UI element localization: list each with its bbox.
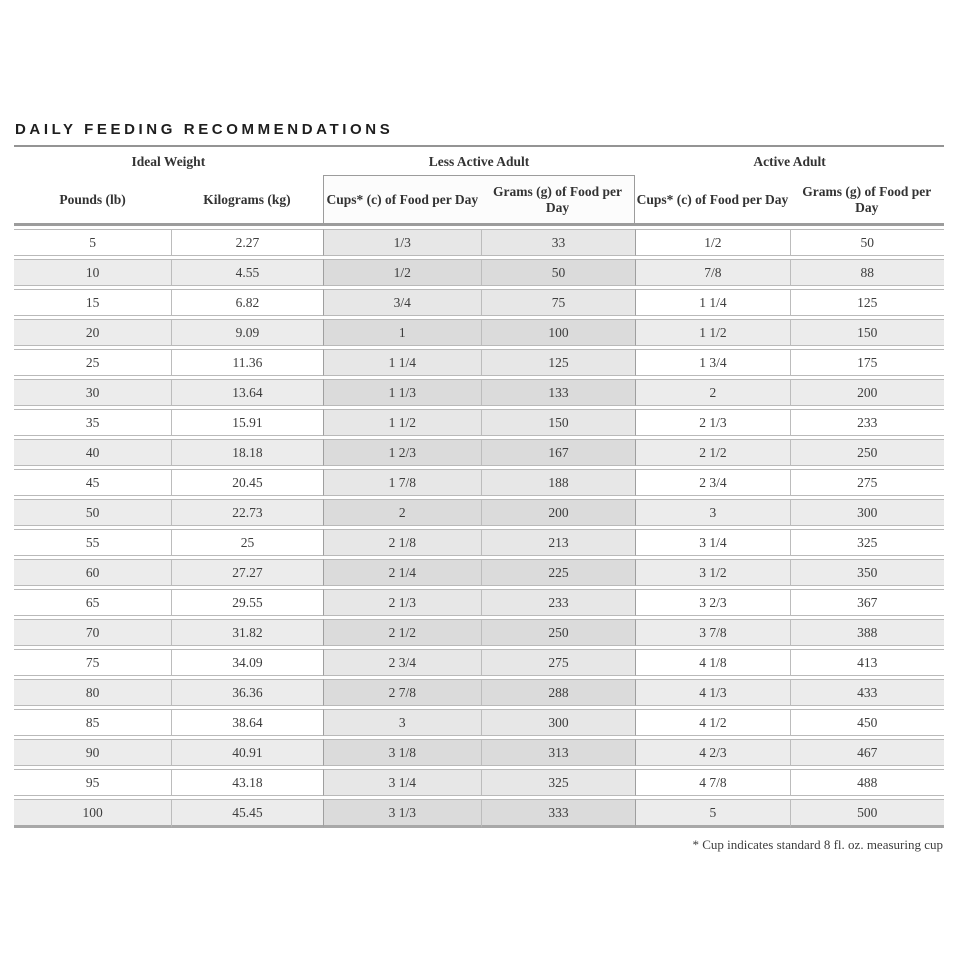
table-cell: 233 (790, 409, 944, 436)
table-cell: 20.45 (171, 469, 323, 496)
table-cell: 2 3/4 (323, 649, 481, 676)
table-row (14, 679, 944, 706)
table-cell: 1 3/4 (635, 349, 789, 376)
table-cell: 15 (14, 289, 171, 316)
table-cell: 40 (14, 439, 171, 466)
table-cell: 5 (14, 229, 171, 256)
table-row (14, 259, 944, 286)
table-cell: 213 (481, 529, 635, 556)
table-cell: 15.91 (171, 409, 323, 436)
table-cell: 11.36 (171, 349, 323, 376)
table-cell: 7/8 (635, 259, 789, 286)
table-cell: 200 (790, 379, 944, 406)
table-cell: 22.73 (171, 499, 323, 526)
column-header-kilograms: Kilograms (kg) (171, 175, 323, 226)
table-cell: 65 (14, 589, 171, 616)
table-cell: 6.82 (171, 289, 323, 316)
table-cell: 10 (14, 259, 171, 286)
table-cell: 1 1/3 (323, 379, 481, 406)
table-cell: 3 1/4 (323, 769, 481, 796)
table-row (14, 349, 944, 376)
table-cell: 233 (481, 589, 635, 616)
table-cell: 30 (14, 379, 171, 406)
table-row (14, 799, 944, 828)
table-body (14, 229, 944, 828)
table-cell: 29.55 (171, 589, 323, 616)
table-cell: 75 (481, 289, 635, 316)
table-cell: 35 (14, 409, 171, 436)
table-cell: 1 7/8 (323, 469, 481, 496)
table-cell: 250 (790, 439, 944, 466)
table-cell: 4 1/8 (635, 649, 789, 676)
table-cell: 133 (481, 379, 635, 406)
table-row (14, 589, 944, 616)
table-cell: 1 1/2 (635, 319, 789, 346)
table-cell: 38.64 (171, 709, 323, 736)
table-cell: 288 (481, 679, 635, 706)
group-header-row (14, 151, 944, 172)
table-cell: 4.55 (171, 259, 323, 286)
table-cell: 3 (635, 499, 789, 526)
table-cell: 2 1/3 (635, 409, 789, 436)
table-cell: 2 1/2 (635, 439, 789, 466)
table-cell: 75 (14, 649, 171, 676)
table-row (14, 289, 944, 316)
table-cell: 275 (481, 649, 635, 676)
table-cell: 188 (481, 469, 635, 496)
table-cell: 1 (323, 319, 481, 346)
table-cell: 325 (481, 769, 635, 796)
cup-footnote: * Cup indicates standard 8 fl. oz. measuring cup (692, 837, 943, 852)
table-cell: 225 (481, 559, 635, 586)
table-cell: 433 (790, 679, 944, 706)
table-row (14, 439, 944, 466)
table-cell: 1 2/3 (323, 439, 481, 466)
table-cell: 3/4 (323, 289, 481, 316)
page-title: DAILY FEEDING RECOMMENDATIONS (15, 121, 394, 138)
table-cell: 95 (14, 769, 171, 796)
table-row (14, 319, 944, 346)
table-cell: 3 1/8 (323, 739, 481, 766)
table-cell: 25 (171, 529, 323, 556)
table-cell: 90 (14, 739, 171, 766)
column-header-less-active-cups: Cups* (c) of Food per Day (323, 175, 481, 226)
table-cell: 13.64 (171, 379, 323, 406)
table-cell: 2 1/8 (323, 529, 481, 556)
table-cell: 55 (14, 529, 171, 556)
column-header-less-active-grams: Grams (g) of Food per Day (481, 175, 635, 226)
table-row (14, 379, 944, 406)
table-cell: 50 (14, 499, 171, 526)
table-cell: 1 1/4 (635, 289, 789, 316)
table-row (14, 529, 944, 556)
table-cell: 1/2 (635, 229, 789, 256)
table-cell: 40.91 (171, 739, 323, 766)
column-header-active-cups: Cups* (c) of Food per Day (635, 175, 789, 226)
table-cell: 467 (790, 739, 944, 766)
table-cell: 36.36 (171, 679, 323, 706)
feeding-table (14, 148, 944, 831)
table-row (14, 409, 944, 436)
column-header-active-grams: Grams (g) of Food per Day (790, 175, 944, 226)
table-cell: 2 (635, 379, 789, 406)
table-cell: 367 (790, 589, 944, 616)
table-row (14, 769, 944, 796)
table-cell: 300 (481, 709, 635, 736)
table-cell: 175 (790, 349, 944, 376)
title-divider (14, 145, 944, 147)
table-cell: 2 1/3 (323, 589, 481, 616)
group-active-adult: Active Adult (753, 154, 826, 169)
table-cell: 5 (635, 799, 789, 828)
table-cell: 500 (790, 799, 944, 828)
table-cell: 300 (790, 499, 944, 526)
table-cell: 43.18 (171, 769, 323, 796)
table-cell: 18.18 (171, 439, 323, 466)
table-cell: 50 (790, 229, 944, 256)
column-header-row (14, 175, 944, 226)
table-cell: 200 (481, 499, 635, 526)
table-row (14, 559, 944, 586)
table-cell: 1/2 (323, 259, 481, 286)
table-cell: 2 (323, 499, 481, 526)
group-less-active-adult: Less Active Adult (428, 154, 530, 169)
table-cell: 31.82 (171, 619, 323, 646)
table-cell: 4 7/8 (635, 769, 789, 796)
table-cell: 85 (14, 709, 171, 736)
table-cell: 3 2/3 (635, 589, 789, 616)
table-cell: 488 (790, 769, 944, 796)
table-cell: 350 (790, 559, 944, 586)
table-cell: 45.45 (171, 799, 323, 828)
table-cell: 1/3 (323, 229, 481, 256)
table-row (14, 469, 944, 496)
table-cell: 388 (790, 619, 944, 646)
table-cell: 1 1/2 (323, 409, 481, 436)
table-cell: 3 1/2 (635, 559, 789, 586)
table-cell: 2 7/8 (323, 679, 481, 706)
table-cell: 20 (14, 319, 171, 346)
table-cell: 167 (481, 439, 635, 466)
table-cell: 34.09 (171, 649, 323, 676)
table-row (14, 649, 944, 676)
table-cell: 50 (481, 259, 635, 286)
table-row (14, 499, 944, 526)
table-cell: 325 (790, 529, 944, 556)
table-cell: 3 1/3 (323, 799, 481, 828)
table-cell: 9.09 (171, 319, 323, 346)
table-cell: 4 1/3 (635, 679, 789, 706)
table-cell: 275 (790, 469, 944, 496)
table-cell: 2 3/4 (635, 469, 789, 496)
table-cell: 125 (481, 349, 635, 376)
table-cell: 150 (481, 409, 635, 436)
table-cell: 45 (14, 469, 171, 496)
table-cell: 27.27 (171, 559, 323, 586)
table-cell: 413 (790, 649, 944, 676)
table-cell: 100 (14, 799, 171, 828)
table-row (14, 229, 944, 256)
table-cell: 4 1/2 (635, 709, 789, 736)
table-cell: 3 (323, 709, 481, 736)
table-cell: 450 (790, 709, 944, 736)
table-cell: 70 (14, 619, 171, 646)
table-cell: 250 (481, 619, 635, 646)
table-row (14, 739, 944, 766)
table-cell: 125 (790, 289, 944, 316)
table-cell: 2 1/4 (323, 559, 481, 586)
table-cell: 3 7/8 (635, 619, 789, 646)
table-row (14, 709, 944, 736)
table-cell: 33 (481, 229, 635, 256)
table-cell: 3 1/4 (635, 529, 789, 556)
group-ideal-weight: Ideal Weight (131, 154, 206, 169)
table-cell: 333 (481, 799, 635, 828)
table-cell: 4 2/3 (635, 739, 789, 766)
table-cell: 80 (14, 679, 171, 706)
table-row (14, 619, 944, 646)
table-cell: 88 (790, 259, 944, 286)
table-cell: 2 1/2 (323, 619, 481, 646)
table-cell: 150 (790, 319, 944, 346)
column-header-pounds: Pounds (lb) (14, 175, 171, 226)
table-cell: 1 1/4 (323, 349, 481, 376)
table-cell: 100 (481, 319, 635, 346)
table-cell: 313 (481, 739, 635, 766)
table-cell: 25 (14, 349, 171, 376)
table-header (14, 151, 944, 226)
table-cell: 2.27 (171, 229, 323, 256)
table-cell: 60 (14, 559, 171, 586)
